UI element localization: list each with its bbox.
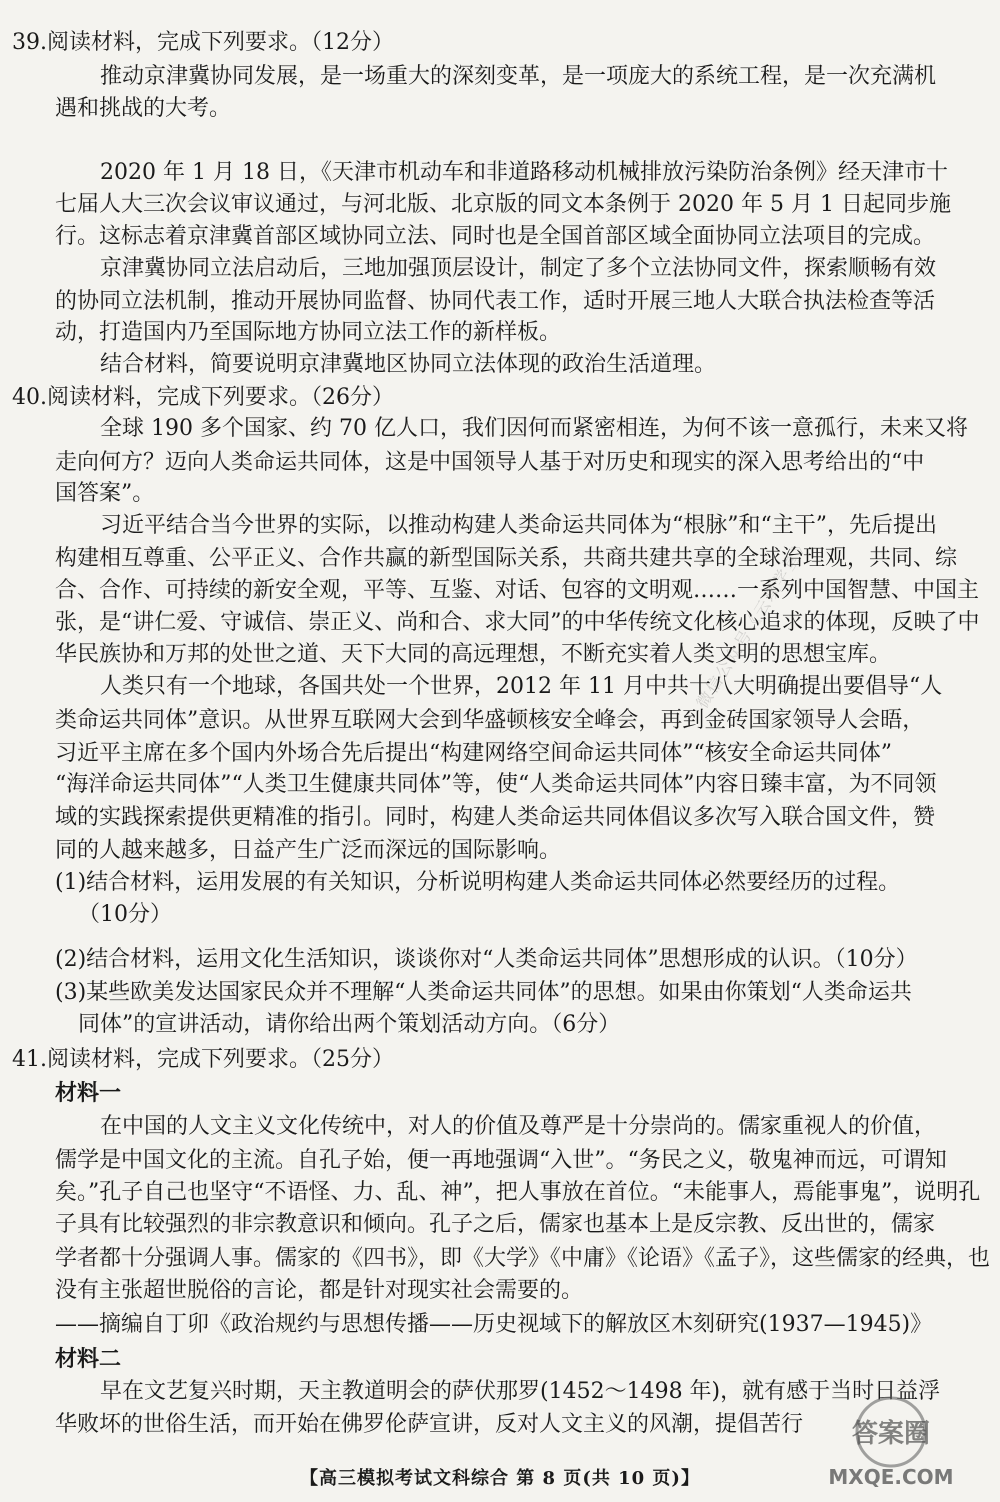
text-line: 40.阅读材料，完成下列要求。（26分）	[12, 385, 394, 410]
text-line: （10分）	[78, 902, 172, 927]
text-line: 结合材料，简要说明京津冀地区协同立法体现的政治生活道理。	[100, 352, 717, 377]
text-line: 合、合作、可持续的新安全观，平等、互鉴、对话、包容的文明观……一系列中国智慧、中国主	[55, 578, 980, 603]
text-line: 国答案”。	[55, 481, 155, 506]
text-line: 39.阅读材料，完成下列要求。（12分）	[12, 30, 394, 55]
text-line: (3)某些欧美发达国家民众并不理解“人类命运共同体”的思想。如果由你策划“人类命运共	[55, 980, 912, 1005]
text-line: 域的实践探索提供更精准的指引。同时，构建人类命运共同体倡议多次写入联合国文件，赞	[55, 805, 936, 830]
page-footer: 【高三模拟考试文科综合 第 8 页(共 10 页)】	[300, 1468, 700, 1489]
text-line: 动，打造国内乃至国际地方协同立法工作的新样板。	[55, 320, 562, 345]
text-line: 习近平结合当今世界的实际，以推动构建人类命运共同体为“根脉”和“主干”，先后提出	[100, 513, 937, 538]
text-line: 七届人大三次会议审议通过，与河北版、北京版的同文本条例于 2020 年 5 月 1 日起同步施	[55, 192, 951, 217]
text-line: 类命运共同体”意识。从世界互联网大会到华盛顿核安全峰会，再到金砖国家领导人会晤，	[55, 708, 925, 733]
text-line: 同体”的宣讲活动，请你给出两个策划活动方向。（6分）	[78, 1012, 621, 1037]
text-line: 全球 190 多个国家、约 70 亿人口，我们因何而紧密相连，为何不该一意孤行，未来又将	[100, 416, 968, 441]
logo-top-text: 答案圈	[851, 1419, 931, 1449]
text-line: (2)结合材料，运用文化生活知识，谈谈你对“人类命运共同体”思想形成的认识。（10分）	[55, 947, 918, 972]
logo-bottom-text: MXQE.COM	[828, 1465, 954, 1489]
text-line: 的协同立法机制，推动开展协同监督、协同代表工作，适时开展三地人大联合执法检查等活	[55, 289, 936, 314]
text-line: 推动京津冀协同发展，是一场重大的深刻变革，是一项庞大的系统工程，是一次充满机	[100, 64, 937, 89]
text-line: 早在文艺复兴时期，天主教道明会的萨伏那罗(1452～1498 年)，就有感于当时日益浮	[100, 1379, 941, 1404]
text-line: 行。这标志着京津冀首部区域协同立法、同时也是全国首部区域全面协同立法项目的完成。	[55, 224, 936, 249]
text-line: ——摘编自丁卯《政治规约与思想传播——历史视域下的解放区木刻研究(1937—1945)》	[55, 1312, 933, 1337]
text-line: 构建相互尊重、公平正义、合作共赢的新型国际关系，共商共建共享的全球治理观，共同、综	[55, 546, 958, 571]
text-line: 2020 年 1 月 18 日，《天津市机动车和非道路移动机械排放污染防治条例》经天津市十	[100, 160, 948, 185]
text-line: 遇和挑战的大考。	[55, 96, 232, 121]
text-line: 学者都十分强调人事。儒家的《四书》，即《大学》《中庸》《论语》《孟子》，这些儒家的经典，也	[55, 1246, 991, 1271]
text-line: 习近平主席在多个国内外场合先后提出“构建网络空间命运共同体”“核安全命运共同体”	[55, 741, 892, 766]
text-line: (1)结合材料，运用发展的有关知识，分析说明构建人类命运共同体必然要经历的过程。	[55, 870, 901, 895]
text-line: 41.阅读材料，完成下列要求。（25分）	[12, 1047, 394, 1072]
text-line: 人类只有一个地球，各国共处一个世界，2012 年 11 月中共十八大明确提出要倡导“人	[100, 674, 943, 699]
text-line: 走向何方？迈向人类命运共同体，这是中国领导人基于对历史和现实的深入思考给出的“中	[55, 450, 925, 475]
text-line: 张，是“讲仁爱、守诚信、崇正义、尚和合、求大同”的中华传统文化核心追求的体现，反映了中	[55, 610, 980, 635]
text-line: 华败坏的世俗生活，而开始在佛罗伦萨宣讲，反对人文主义的风潮，提倡苦行	[55, 1412, 804, 1437]
text-line: 京津冀协同立法启动后，三地加强顶层设计，制定了多个立法协同文件，探索顺畅有效	[100, 256, 937, 281]
text-line: 子具有比较强烈的非宗教意识和倾向。孔子之后，儒家也基本上是反宗教、反出世的，儒家	[55, 1212, 936, 1237]
text-line: 儒学是中国文化的主流。自孔子始，便一再地强调“入世”。“务民之义，敬鬼神而远，可谓知	[55, 1148, 947, 1173]
text-line: 同的人越来越多，日益产生广泛而深远的国际影响。	[55, 838, 562, 863]
text-line: 华民族协和万邦的处世之道、天下大同的高远理想，不断充实着人类文明的思想宝库。	[55, 642, 892, 667]
text-line: 在中国的人文主义文化传统中，对人的价值及尊严是十分崇尚的。儒家重视人的价值，	[100, 1114, 937, 1139]
text-line: 材料二	[55, 1346, 122, 1372]
text-line: 没有主张超世脱俗的言论，都是针对现实社会需要的。	[55, 1278, 584, 1303]
text-line: 材料一	[55, 1080, 122, 1106]
watermark: 微信公众号《云璞学堂》	[692, 533, 814, 712]
text-line: “海洋命运共同体”“人类卫生健康共同体”等，使“人类命运共同体”内容日臻丰富，为不同领	[55, 772, 937, 797]
text-line: 矣。”孔子自己也坚守“不语怪、力、乱、神”，把人事放在首位。“未能事人，焉能事鬼”，说明孔	[55, 1180, 981, 1205]
